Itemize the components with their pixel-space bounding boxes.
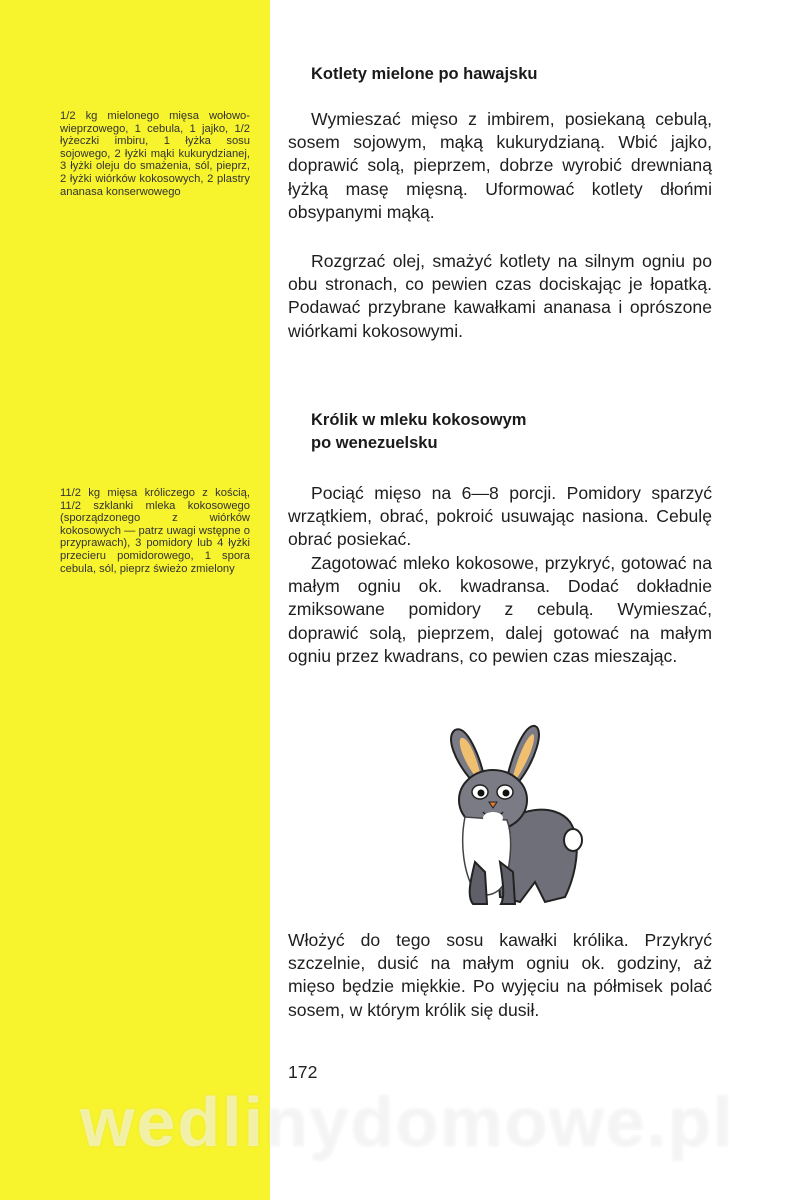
paragraph-text: Rozgrzać olej, smażyć kotlety na silnym ogniu po obu stronach, co pewien czas dociskając je łopatką. Podawać przybrane kawałkami ananasa i oprószone wiórkami kokosowymi. xyxy=(288,251,712,341)
ingredients-kotlety: 1/2 kg mielonego mięsa wołowo-wieprzowego, 1 cebula, 1 jajko, 1/2 łyżeczki imbiru, 1 łyżka sosu sojowego, 2 łyżki mąki kukurydzianej, 3 łyżki oleju do smażenia, sól, pieprz, 2 łyżki wiórków kokosowych, 2 plastry ananasa konserwowego xyxy=(60,110,250,198)
rabbit-illustration xyxy=(425,712,585,917)
paragraph-text: Pociąć mięso na 6—8 porcji. Pomidory sparzyć wrzątkiem, obrać, pokroić usuwając nasiona. Cebulę obrać posiekać. xyxy=(288,483,712,550)
title-line: Królik w mleku kokosowym xyxy=(311,411,527,429)
paragraph xyxy=(288,929,712,1022)
page-number: 172 xyxy=(288,1062,318,1082)
paragraph xyxy=(288,482,712,552)
yellow-sidebar xyxy=(0,0,270,1200)
watermark: wedlinydomowe.pl xyxy=(80,1083,735,1161)
paragraph xyxy=(288,250,712,343)
paragraph-text: Włożyć do tego sosu kawałki królika. Przykryć szczelnie, dusić na małym ogniu ok. godziny, aż mięso będzie miękkie. Po wyjęciu na półmisek polać sosem, w którym królik się dusił. xyxy=(288,930,712,1020)
ingredients-krolik: 11/2 kg mięsa króliczego z kością, 11/2 szklanki mleka kokosowego (sporządzonego z wiórków kokosowych — patrz uwagi wstępne o przyprawach), 3 pomidory lub 4 łyżki przecieru pomidorowego, 1 spora cebula, sól, pieprz świeżo zmielony xyxy=(60,487,250,575)
recipe-title-kotlety: Kotlety mielone po hawajsku xyxy=(311,65,538,83)
recipe-title-krolik xyxy=(311,409,611,455)
paragraph-text: Wymieszać mięso z imbirem, posiekaną cebulą, sosem sojowym, mąką kukurydzianą. Wbić jajko, doprawić solą, pieprzem, dobrze wyrobić drewnianą łyżką masę mięsną. Uformować kotlety dłońmi obsypanymi mąką. xyxy=(288,109,712,222)
paragraph xyxy=(288,552,712,668)
paragraph xyxy=(288,108,712,224)
title-line: po wenezuelsku xyxy=(311,434,438,452)
paragraph-text: Zagotować mleko kokosowe, przykryć, gotować na małym ogniu ok. kwadransa. Dodać dokładnie zmiksowane pomidory z cebulą. Wymieszać, doprawić solą, pieprzem, dalej gotować na małym ogniu przez kwadrans, co pewien czas mieszając. xyxy=(288,553,712,666)
